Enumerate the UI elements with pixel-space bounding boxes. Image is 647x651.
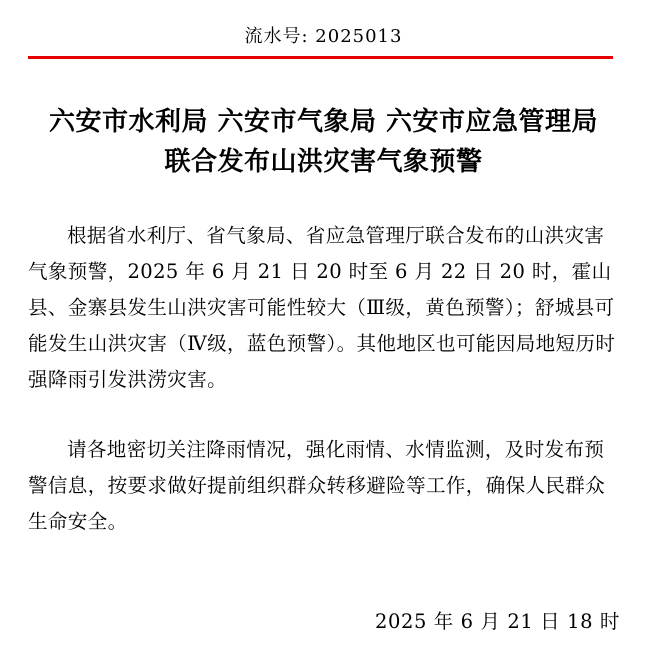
- document-title-line-1: 六安市水利局 六安市气象局 六安市应急管理局: [48, 107, 599, 137]
- document-title-line-2: 联合发布山洪灾害气象预警: [164, 147, 483, 177]
- issue-date: 2025 年 6 月 21 日 18 时: [374, 610, 620, 633]
- body-paragraph-2: 请各地密切关注降雨情况，强化雨情、水情监测，及时发布预警信息，按要求做好提前组织群众转移避险等工作，确保人民群众生命安全。: [28, 438, 606, 533]
- red-divider-line: [28, 56, 613, 59]
- serial-number: 流水号: 2025013: [244, 26, 403, 47]
- body-paragraph-1: 根据省水利厅、省气象局、省应急管理厅联合发布的山洪灾害气象预警，2025 年 6 月 21 日 20 时至 6 月 22 日 20 时，霍山县、金寨县发生山洪灾害可能性较大（Ⅲ级，黄色预警）；舒城县可能发生山洪灾害（Ⅳ级，蓝色预警）。其他地区也可能因局地短历时强降雨引发洪涝灾害。: [28, 224, 616, 391]
